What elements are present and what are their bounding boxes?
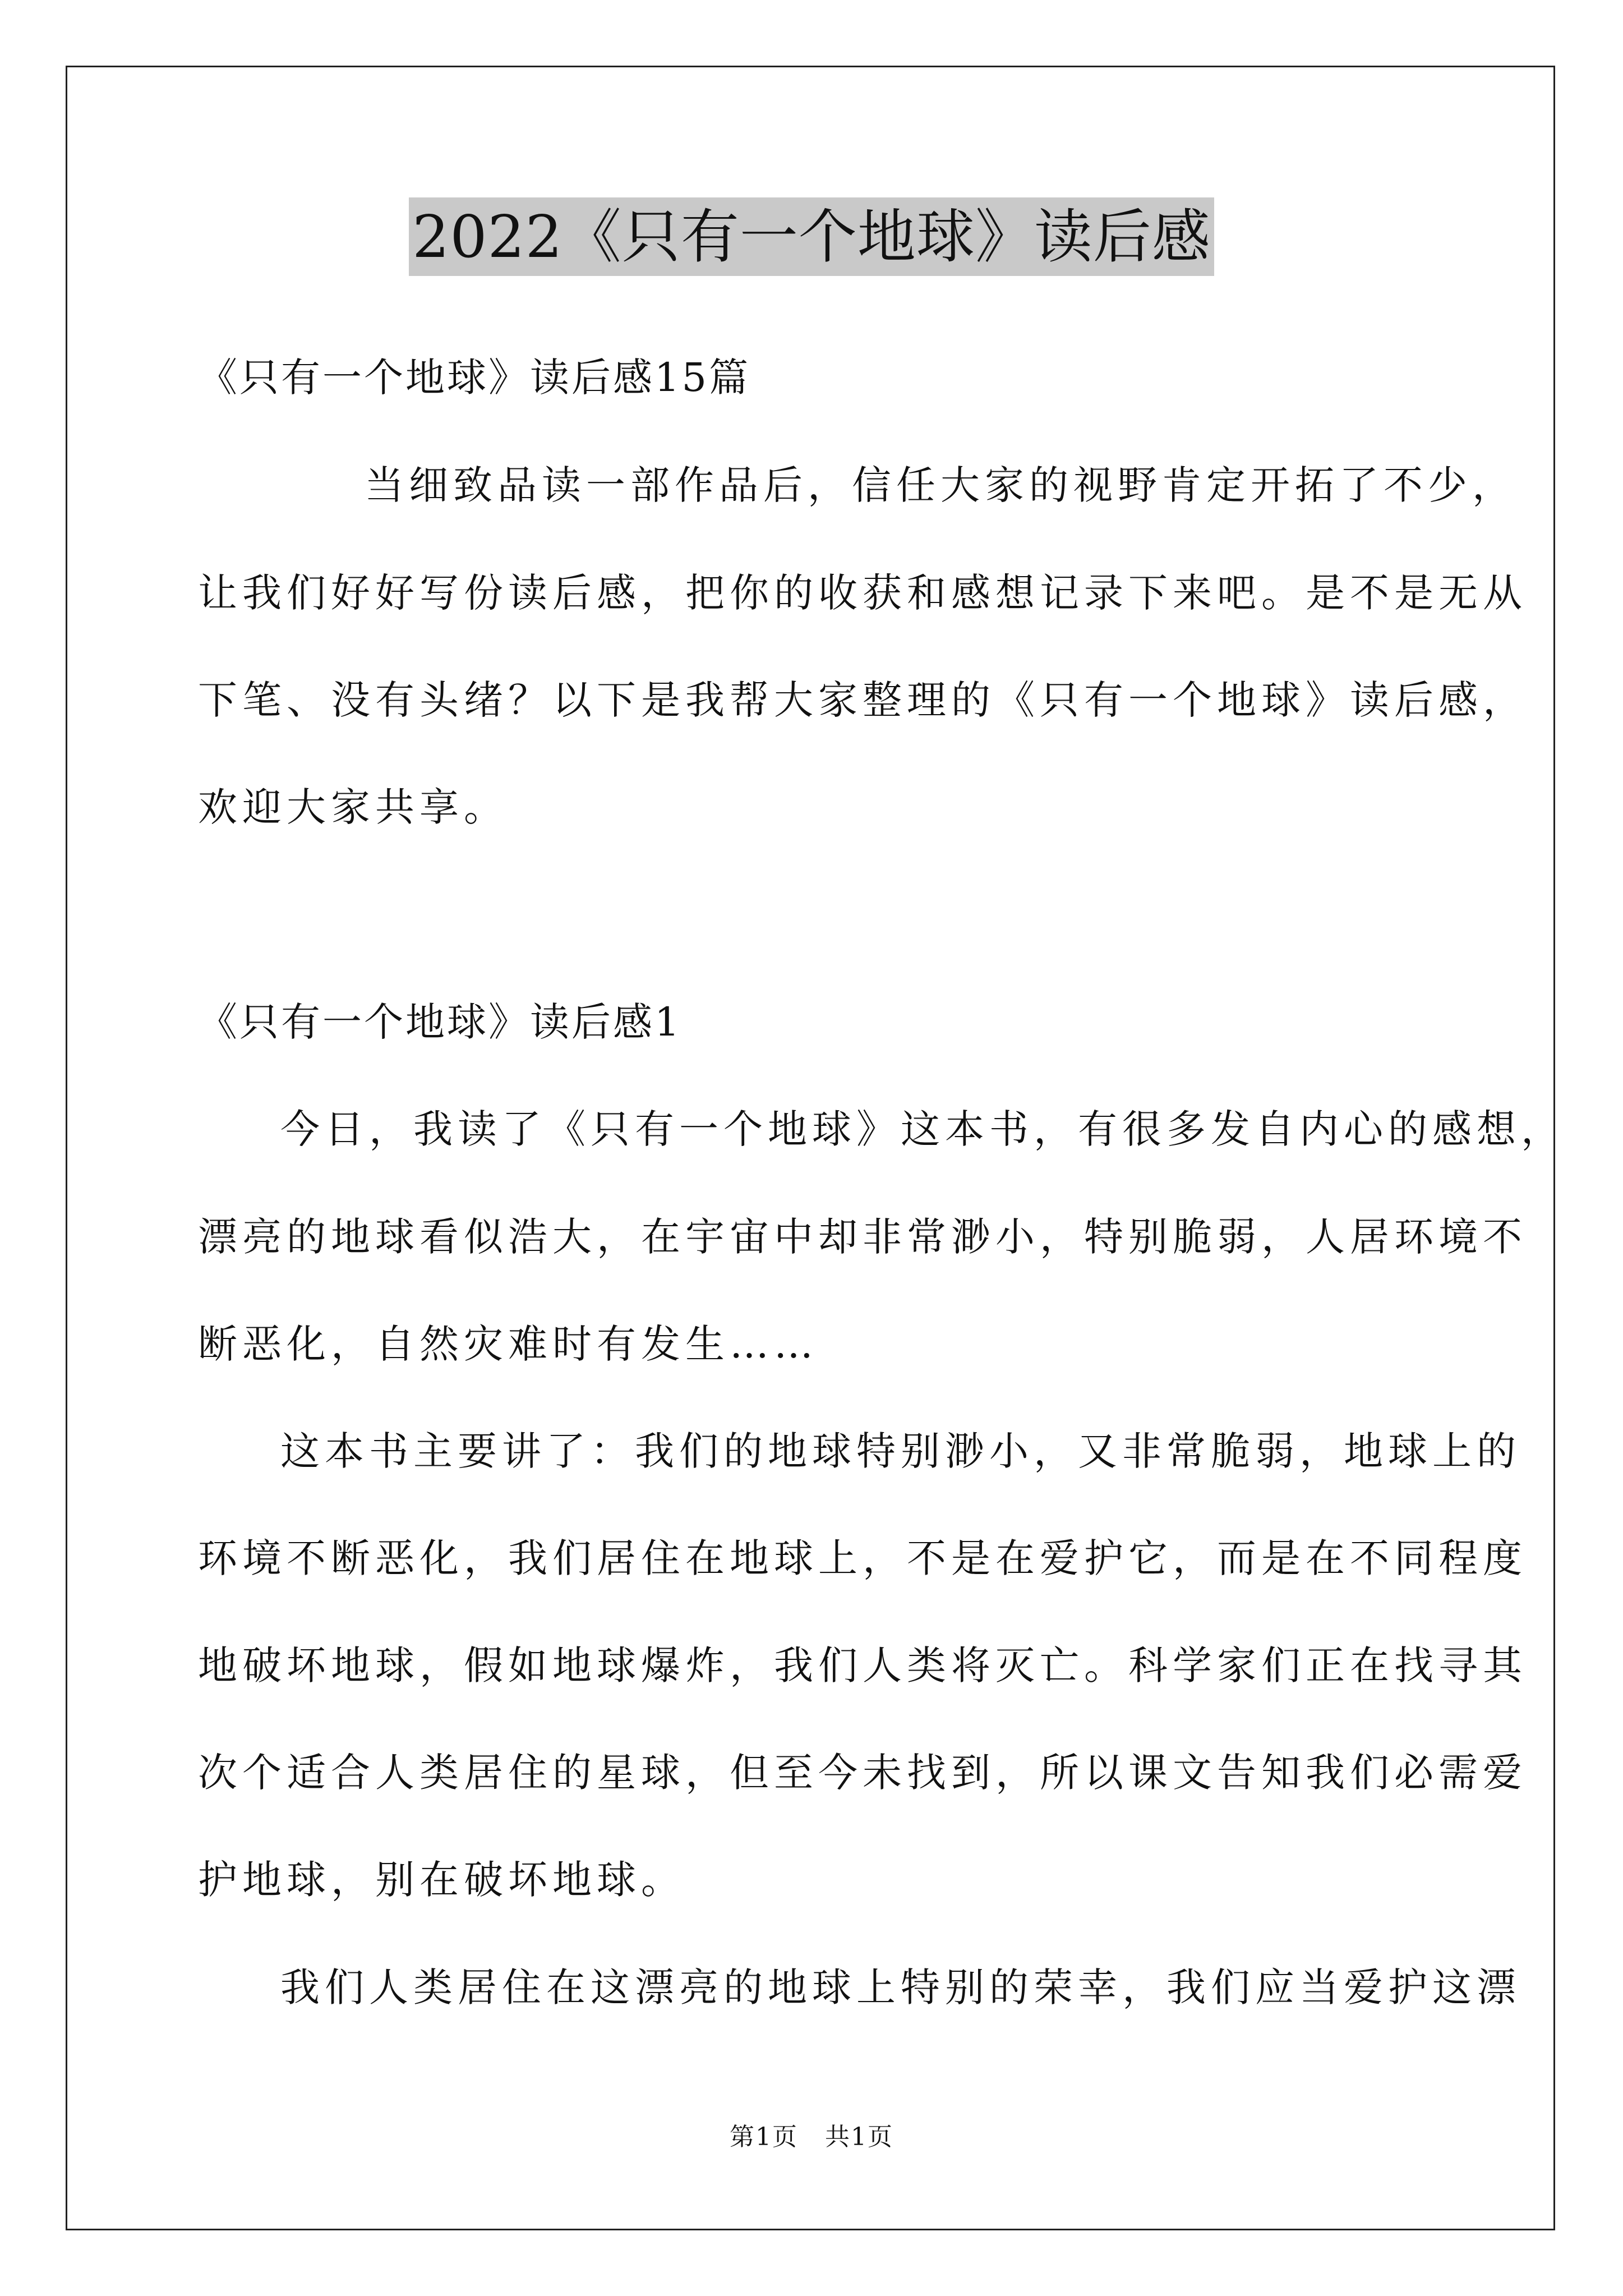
body-paragraph-line: 我们人类居住在这漂亮的地球上特别的荣幸，我们应当爱护这漂 xyxy=(280,1964,1521,2010)
page-total: 共1页 xyxy=(825,2123,893,2151)
body-paragraph-line: 断恶化，自然灾难时有发生…… xyxy=(198,1321,818,1367)
body-paragraph-line: 漂亮的地球看似浩大，在宇宙中却非常渺小，特别脆弱，人居环境不 xyxy=(198,1214,1527,1260)
body-paragraph-line: 地破坏地球，假如地球爆炸，我们人类将灭亡。科学家们正在找寻其 xyxy=(198,1642,1527,1688)
intro-paragraph-line: 让我们好好写份读后感，把你的收获和感想记录下来吧。是不是无从 xyxy=(198,570,1527,616)
intro-paragraph-line: 欢迎大家共享。 xyxy=(198,784,508,830)
page-footer xyxy=(0,2120,1623,2154)
body-paragraph-line: 护地球，别在破坏地球。 xyxy=(198,1857,685,1903)
document-subtitle: 《只有一个地球》读后感15篇 xyxy=(198,355,751,401)
intro-paragraph-line: 下笔、没有头绪？以下是我帮大家整理的《只有一个地球》读后感， xyxy=(198,677,1527,723)
body-paragraph-line: 这本书主要讲了：我们的地球特别渺小，又非常脆弱，地球上的 xyxy=(280,1428,1521,1474)
title-container xyxy=(0,197,1623,276)
intro-paragraph-line: 当细致品读一部作品后，信任大家的视野肯定开拓了不少， xyxy=(365,462,1516,508)
body-paragraph-line: 今日，我读了《只有一个地球》这本书，有很多发自内心的感想， xyxy=(280,1106,1565,1152)
body-paragraph-line: 环境不断恶化，我们居住在地球上，不是在爱护它，而是在不同程度 xyxy=(198,1535,1527,1581)
page-number: 第1页 xyxy=(730,2123,798,2151)
body-paragraph-line: 次个适合人类居住的星球，但至今未找到，所以课文告知我们必需爱 xyxy=(198,1750,1527,1796)
section-heading: 《只有一个地球》读后感1 xyxy=(198,999,682,1045)
document-title: 2022《只有一个地球》读后感 xyxy=(409,197,1214,276)
